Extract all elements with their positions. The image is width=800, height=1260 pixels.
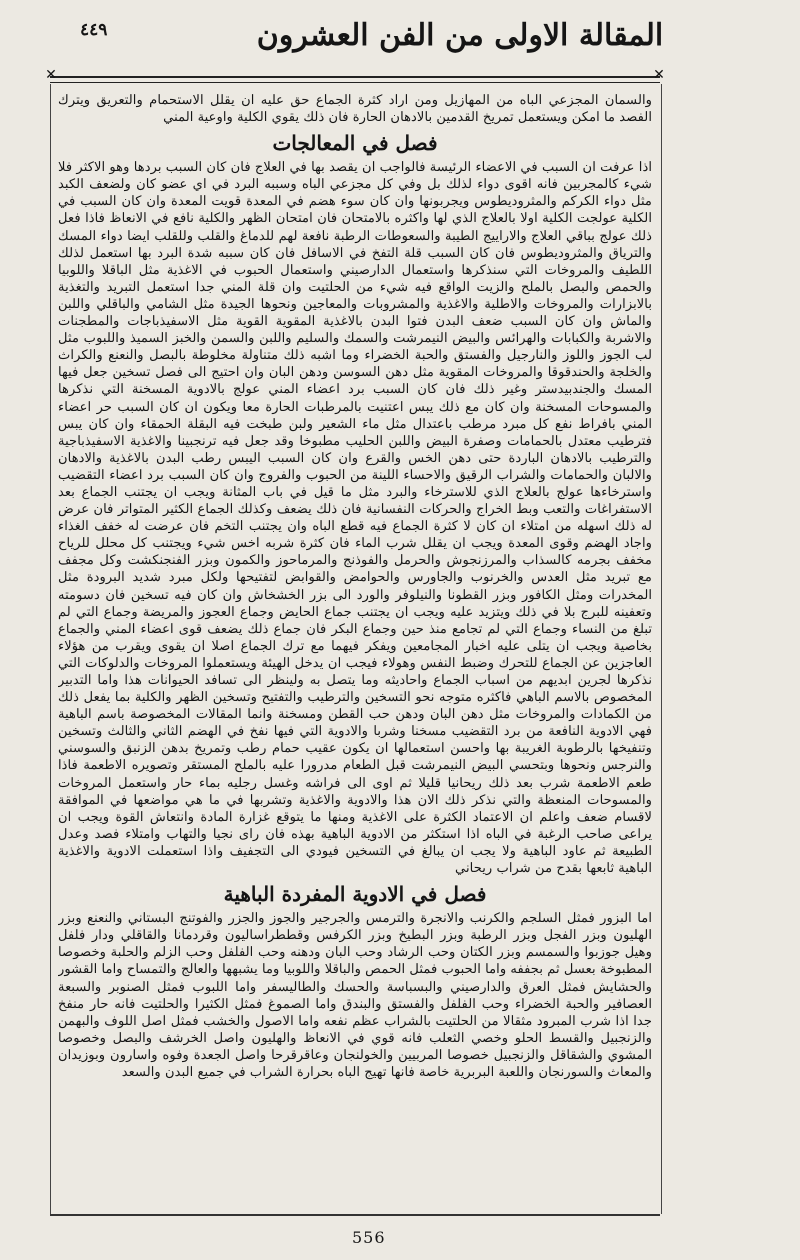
section-title-simple-drugs: فصل في الادوية المفردة الباهية: [223, 882, 487, 907]
paragraph-simple-drugs: اما البزور فمثل السلجم والكرنب والانجرة والترمس والجرجير والجوز والجزر والفوتنج البستاني والنعنع وبزر الهليون وبزر الفجل وبزر الرطبة وبزر البطيخ وبزر الكرفس وقططراساليون وقردمانا والقاقلي ودار فلفل وهيل جوزبوا والسمسم وبزر الكتان وحب الرشاد وحب البان ودهنه وحب الفلفل وحب الزلم والحلبة وخصوصا المطبوخة بعسل ثم بجففه واما الحبوب فمثل الحمص والباقلا واللوبيا وما يشبهها والعالج والتمساح واما القشور والحشايش فمثل العرق والدارصيني والبسباسة والحسك والطاليسفر واما اللبوب فمثل الصنوبر والسبعة العصافير والحبة الخضراء وحب الفلفل والفستق والبندق واما الصموغ فمثل الكثيرا والحلتيت فانه حار منفخ جدا اذا شرب المبرود مثقالا من الحلتيت بالشراب عظم نفعه واما الاصول والخشب فمثل اصل اللوف والبهمن والزنجبيل والقسط الحلو وخصي الثعلب فانه قوي في الانعاظ والهليون واصل الخرشف والبصل وخصوصا المشوي والشقاقل والزنجبيل خصوصا المربيين والخولنجان وعاقرقرحا واصل الجعدة وفوه واسارون وبوزيدان والمعاث والسورنجان واللعبة البربرية خاصة فانها تهيج الباه بحرارة الشراب في جميع البدن والسعد: [58, 911, 652, 1080]
footer-rule: [50, 1214, 660, 1216]
paragraph-treatments: اذا عرفت ان السبب في الاعضاء الرئيسة فالواجب ان يقصد بها في العلاج فان كان السبب بردها وهو الاكثر فلا شيء كالمجربين فانه اقوى دواء لذلك بل وفي كل مجزعي الباه وسببه البرد في اي عضو كان ولضعف الكبد مثل دواء الكركم والمثروديطوس ويجربونها وان كان سوء هضم في المعدة قويت المعدة وان كان السبب في الكلية عولجت الكلية اولا بالعلاج الذي لها واكثره بالامتحان فان امتحان الظهر والكلية نافع في الانعاظ فاذا فعل ذلك عولج بباقي العلاج والاراييج الطيبة والسعوطات الرطبة نافعة لهم للدماغ والقلب وللقلب ايضا دواء المسك والترياق والمثروديطوس فان كان السبب قلة التفخ في الاسافل فان كان سببه شدة البرد بها استعمل لذلك اللطيف والمروخات التي سنذكرها واستعمال الدارصيني واستعمال الحبوب في الاغذية مثل الباقلا واللوبيا والحمص والبصل بالملح والزيت الواقع فيه شيء من الحلتيت وان قلة المني جدا استعمل التبريد والتغذية بالابزارات والمروخات والاطلية والاغذية والمشروبات والمعاجين ونحوها الجيدة مثل الشامي والباقلي واللبن والماش وان كان السبب ضعف البدن فتوا البدن بالاغذية المقوية القوية مثل الاسفيذباجات والمطجنات والاشربة والكبابات والهرائس والبيض النيمرشت والسمك والسليم واللبن والسمن والخبز السميذ واللبوب مثل لب الجوز واللوز والنارجيل والفستق والحبة الخضراء وما اشبه ذلك متناولة مخلوطة بالبصل والنعنع والكراث والخلجة والحندقوقا والمروخات المقوية مثل دهن السوسن ودهن البان وان احتيج الى فصل تسخين جعل فيها المسك والجندبيدستر وغير ذلك فان كان السبب برد اعضاء المني عولج بالادوية المسخنة التي نذكرها والمسوحات المسخنة وان كان مع ذلك يبس اعتنيت بالمرطبات الحارة معا ويكون ان كان السبب حر اعضاء المني بافراط نفع كل مبرد مرطب باعتدال مثل ماء الشعير ولبن طبخت فيه البقلة الحمقاء وان كان يبس فترطيب معتدل بالحمامات وصفرة البيض واللبن الحليب مطبوخا وقد جعل فيه ترنجبينا والاغذية الاسفيذباجية والترطيب بالادهان الباردة حتى دهن الخس والقرع وان كان السبب اليبس رطب البدن بالاغذية والادهان والالبان والحمامات والشراب الرقيق والاحساء اللينة من الحبوب والفروج وان كان السبب برد اعضاء التقضيب واسترخاءها عولج بالعلاج الذي للاسترخاء والبرد مثل ما قيل في باب المثانة ويجب ان يجتنب الجماع بعد الاستفراغات والتعب وبط الخراج والحركات النفسانية فان ذلك يضعف وكذلك الجماع الكثير المتواتر فان عرض له ذلك اسهله من امتلاء ان كان لا كثرة الجماع فيه قطع الباه وان يجتنب التخم فان عرضت له خفف الغذاء واجاد الهضم وقوى المعدة ويجب ان يقلل شرب الماء فان كثرة شربه اخس شيء ويجتنب كل محلل للرياح مخفف بجرمه كالسذاب والمرزنجوش والحرمل والفوذنج والمرماحوز والكمون وبزر الفنجنكشت وكل مجفف مع تبريد مثل العدس والخرنوب والجاورس والحوامض والقوابض لتفتيحها ولكل مبرد شديد البرودة مثل المخدرات ومثل الكافور وبزر القطونا والنيلوفر والورد الى بزر الخشخاش وان كان فيه تسخين فان دسومته وتعفينه للبرج بلا في ذلك ويتزيد عليه ويجب ان يجتنب جماع الحايض وجماع العجوز والمريضة وجماع التي لم تبلغ من النساء وجماع التي لم تجامع منذ حين وجماع البكر فان جماع ذلك يضعف قوى اعضاء المني والجماع بخاصية ويجب ان يتلى عليه اخبار المجامعين ويفكر فيهما مع ترك الجماع اصلا ان يقوى ويقرب من هؤلاء العاجزين عن الجماع للتحرك وضبط النفس وهولاء فيجب ان يدخل الهيئة ويستعملوا المروخات والدلوكات التي نذكرها لجرين ابديهم من اسباب الجماع واحاديثه وما يتصل به ولينظر الى تسافد الحيوانات هذا واما التدبير المخصوص بالاسم الباهي فاكثره متوجه نحو التسخين والترطيب والتفتيح وتسخين الظهر والكلية بما يفعل ذلك من الكمادات والمروخات مثل دهن البان ودهن حب القطن ومسخنة وانما المقالات المخصوصة باسم الباهية فهي الادوية النافعة من برد التقضيب مسخنا وشربا والادوية التي فيها نفخ في الهضم الثاني والثالث وتسخين وتنفيخها بالرطوبة الغريبة بها واحسن استعمالها ان يكون عقيب حمام رطب وتمريخ بدهن الزنبق والسوسني والنرجس ونحوها وبتحسي البيض النيمرشت قبل الطعام مدرورا عليه بالملح المستقر وتصويره الاطعمة فاذا طعم الاطعمة شرب بعد ذلك ريحانيا قليلا ثم اوى الى فراشه وغسل رجليه بماء حار واستعمل المروخات والمسوحات المنعظة والتي نذكر ذلك الان هذا والادوية والاغذية وتشربها في ما هي مواضعها في الموافقة لاقسام ضعف واعلم ان الاعتماد الكثرة على الاغذية ومنها ما يتوقع غزارة المادة وانتعاش القوة ويجب ان يراعى صاحب الرغبة في الباه اذا استكثر من الادوية الباهية بهذه فان راى نجيا والتهاب وامتلاء فصد وعدل الطبيعة ثم عاود الباهية ولا يجب ان يبالغ في التسخين فيودي الى التجفيف واذا استعملت الادوية والاغذية الباهية ثابعها بقدح من شراب ريحاني: [58, 160, 652, 877]
text-block: [58, 92, 652, 1208]
page-number-top: ٤٤٩: [80, 20, 108, 40]
rule-ornament-right-icon: ✕: [653, 67, 665, 83]
section-title-treatments: فصل في المعالجات: [272, 131, 438, 156]
page-header: [80, 14, 720, 72]
running-title: المقالة الاولى من الفن العشرون: [256, 18, 664, 53]
paragraph-intro: والسمان المجزعي الباه من المهازيل ومن اراد كثرة الجماع حق عليه ان يقلل الاستحمام والتعريق ويترك الفصد ما امكن ويستعمل تمريخ القدمين بالادهان الحارة فان ذلك يقوي الكلية واوعية المني: [58, 93, 652, 126]
page-number-bottom: 556: [352, 1228, 386, 1247]
header-rule: [50, 76, 660, 83]
rule-ornament-left-icon: ✕: [45, 67, 57, 83]
